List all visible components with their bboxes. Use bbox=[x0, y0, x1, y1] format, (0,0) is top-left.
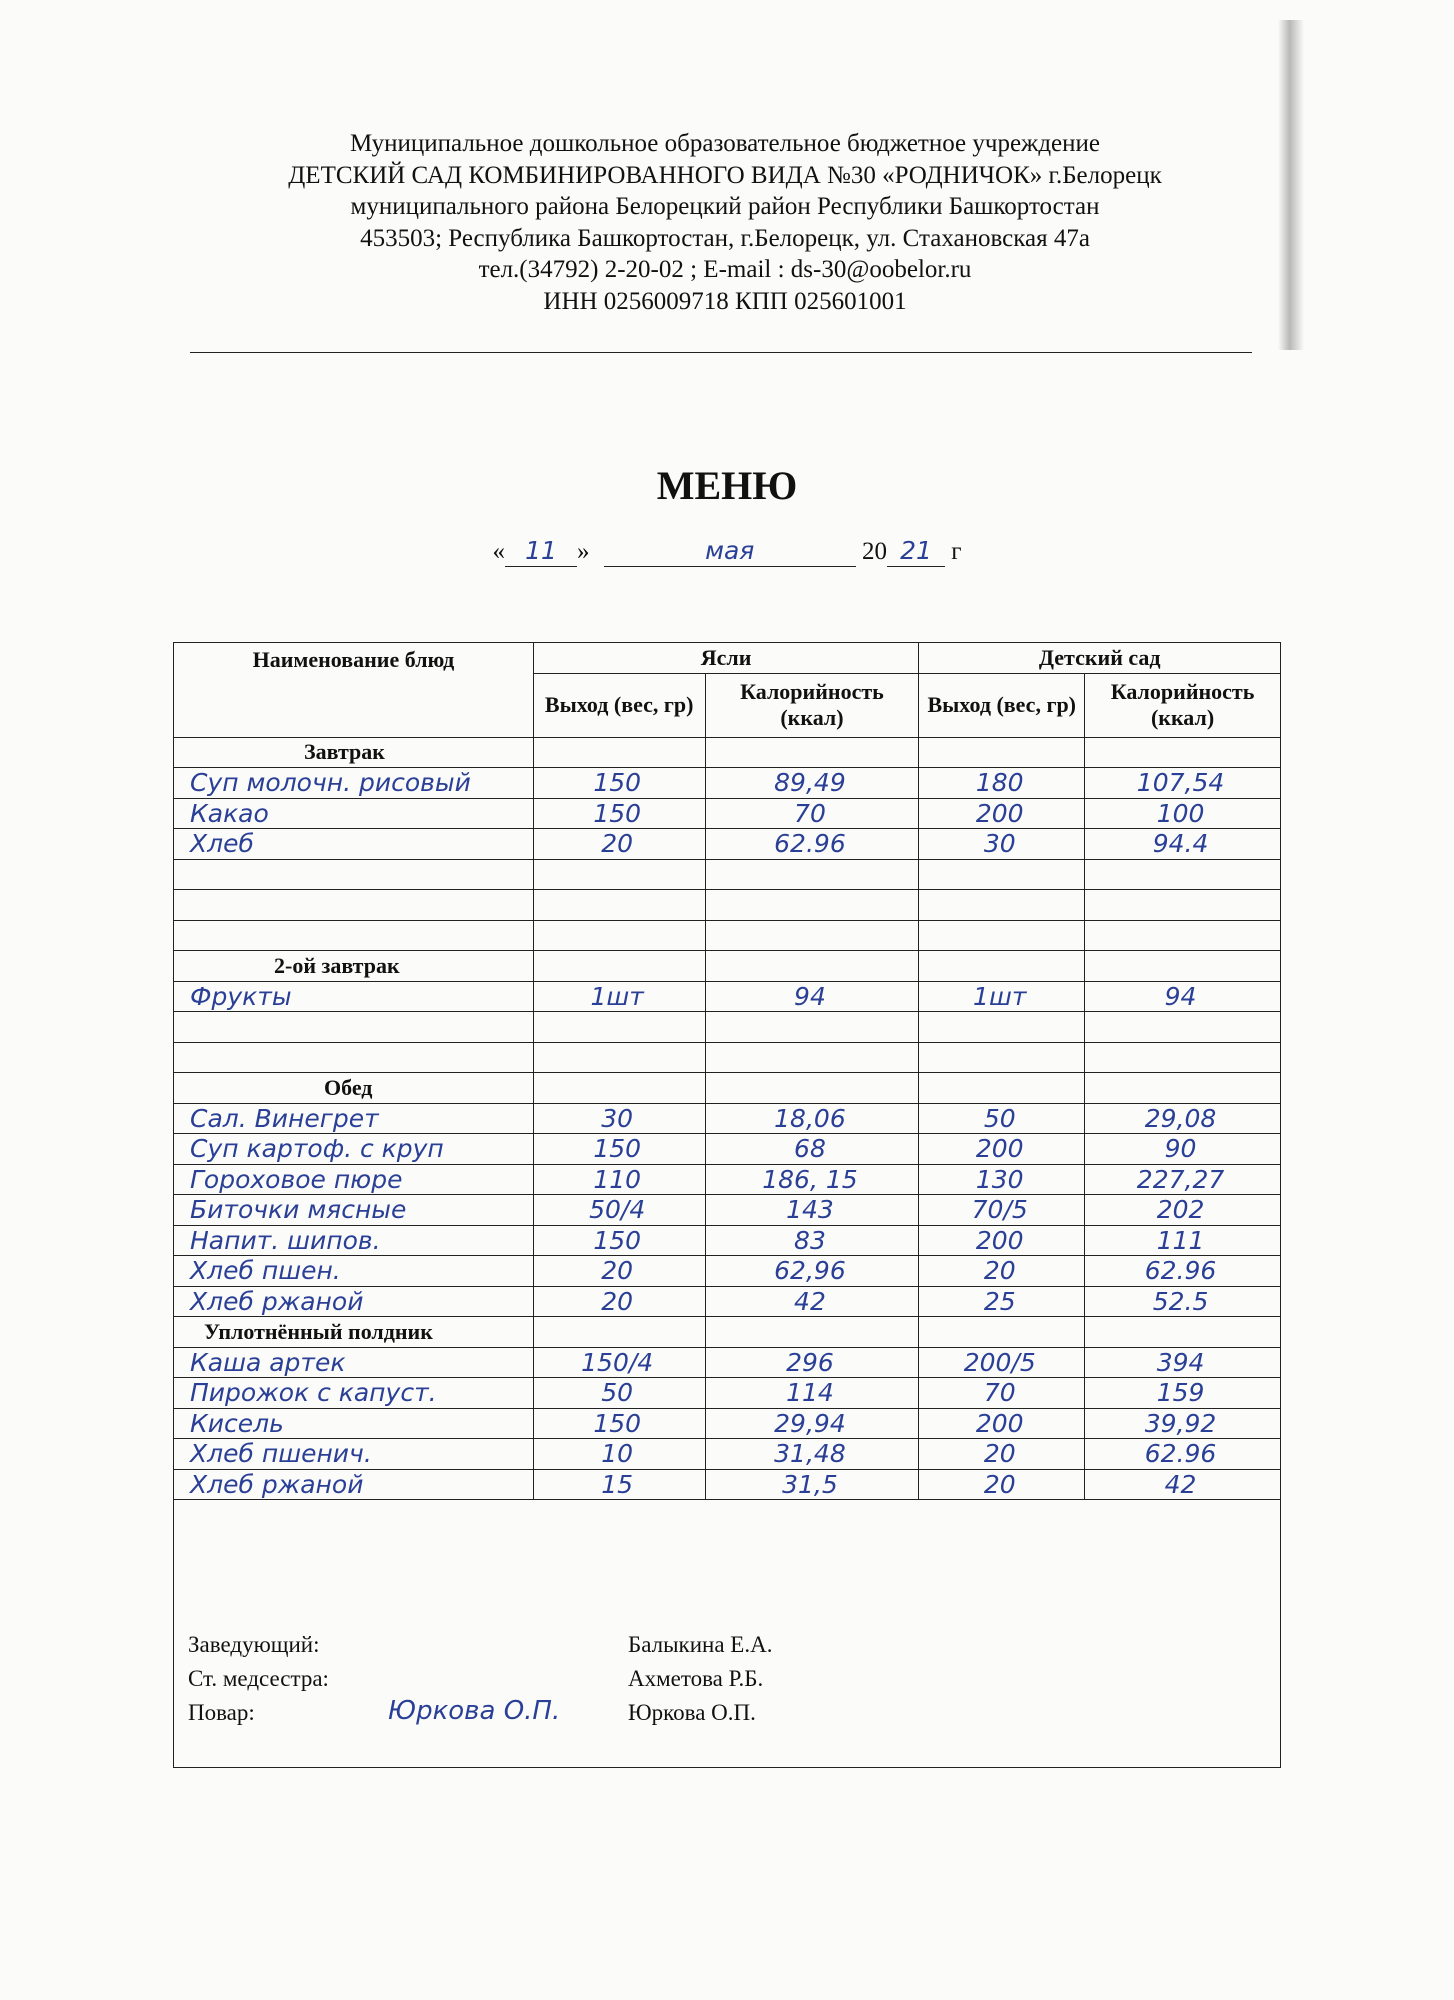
signature-block bbox=[188, 1628, 1248, 1730]
nursery-calories-cell: 296 bbox=[705, 1347, 919, 1378]
empty-cell bbox=[919, 1073, 1085, 1104]
kindergarten-calories-cell: 52.5 bbox=[1085, 1286, 1281, 1317]
kindergarten-calories-cell: 42 bbox=[1085, 1469, 1281, 1500]
nursery-output-cell: 150 bbox=[533, 798, 705, 829]
nursery-output-cell: 150/4 bbox=[533, 1347, 705, 1378]
kindergarten-calories-cell: 394 bbox=[1085, 1347, 1281, 1378]
table-row bbox=[174, 768, 1281, 799]
table-row bbox=[174, 1134, 1281, 1165]
section-row bbox=[174, 1073, 1281, 1104]
empty-cell bbox=[705, 1012, 919, 1043]
header-line-6: ИНН 0256009718 КПП 025601001 bbox=[543, 287, 907, 315]
kindergarten-output-cell: 70/5 bbox=[919, 1195, 1085, 1226]
section-title: Завтрак bbox=[174, 737, 534, 768]
nursery-calories-cell: 62.96 bbox=[705, 829, 919, 860]
kindergarten-output-cell: 70 bbox=[919, 1378, 1085, 1409]
empty-cell bbox=[705, 1042, 919, 1073]
empty-cell bbox=[919, 951, 1085, 982]
empty-cell bbox=[919, 890, 1085, 921]
nursery-calories-cell: 114 bbox=[705, 1378, 919, 1409]
menu-table-head bbox=[174, 643, 1281, 738]
empty-cell bbox=[1085, 1012, 1281, 1043]
header-kindergarten: Детский сад bbox=[919, 643, 1281, 674]
empty-cell bbox=[533, 1073, 705, 1104]
nursery-calories-cell: 62,96 bbox=[705, 1256, 919, 1287]
nursery-output-cell: 20 bbox=[533, 1256, 705, 1287]
date-open-quote: « bbox=[492, 538, 505, 565]
signature-role: Повар: bbox=[188, 1700, 255, 1725]
nursery-output-cell: 15 bbox=[533, 1469, 705, 1500]
empty-cell bbox=[1085, 737, 1281, 768]
blank-row bbox=[174, 920, 1281, 951]
kindergarten-output-cell: 130 bbox=[919, 1164, 1085, 1195]
nursery-output-cell: 20 bbox=[533, 829, 705, 860]
empty-cell bbox=[533, 737, 705, 768]
dish-name-cell: Хлеб ржаной bbox=[174, 1286, 534, 1317]
empty-cell bbox=[1085, 1317, 1281, 1348]
dish-name-cell: Хлеб пшен. bbox=[174, 1256, 534, 1287]
empty-cell bbox=[1085, 859, 1281, 890]
table-row bbox=[174, 1286, 1281, 1317]
menu-table-body bbox=[174, 737, 1281, 1500]
empty-cell bbox=[533, 951, 705, 982]
nursery-calories-cell: 143 bbox=[705, 1195, 919, 1226]
kindergarten-calories-cell: 107,54 bbox=[1085, 768, 1281, 799]
header-line-1: Муниципальное дошкольное образовательное бюджетное учреждение bbox=[350, 130, 1100, 157]
dish-name-cell: Напит. шипов. bbox=[174, 1225, 534, 1256]
kindergarten-calories-cell: 227,27 bbox=[1085, 1164, 1281, 1195]
nursery-calories-cell: 29,94 bbox=[705, 1408, 919, 1439]
table-row bbox=[174, 1164, 1281, 1195]
empty-cell bbox=[174, 890, 534, 921]
date-year-prefix: 20 bbox=[861, 538, 887, 565]
table-row bbox=[174, 981, 1281, 1012]
kindergarten-calories-cell: 62.96 bbox=[1085, 1439, 1281, 1470]
signature-row bbox=[188, 1662, 1248, 1696]
kindergarten-output-cell: 20 bbox=[919, 1469, 1085, 1500]
table-row bbox=[174, 1378, 1281, 1409]
nursery-output-cell: 30 bbox=[533, 1103, 705, 1134]
signature-name: Балыкина Е.А. bbox=[628, 1632, 773, 1657]
table-row bbox=[174, 1195, 1281, 1226]
section-title: Уплотнённый полдник bbox=[174, 1317, 534, 1348]
nursery-output-cell: 50 bbox=[533, 1378, 705, 1409]
empty-cell bbox=[705, 951, 919, 982]
header-line-3: муниципального района Белорецкий район Республики Башкортостан bbox=[350, 193, 1100, 220]
table-row bbox=[174, 829, 1281, 860]
dish-name-cell: Биточки мясные bbox=[174, 1195, 534, 1226]
kindergarten-calories-cell: 94.4 bbox=[1085, 829, 1281, 860]
empty-cell bbox=[174, 859, 534, 890]
kindergarten-calories-cell: 39,92 bbox=[1085, 1408, 1281, 1439]
dish-name-cell: Хлеб ржаной bbox=[174, 1469, 534, 1500]
header-line-4: 453503; Республика Башкортостан, г.Белорецк, ул. Стахановская 47а bbox=[360, 224, 1090, 252]
header-nursery: Ясли bbox=[533, 643, 919, 674]
handwritten-signature: Юркова О.П. bbox=[388, 1696, 561, 1726]
section-row bbox=[174, 1317, 1281, 1348]
kindergarten-output-cell: 200 bbox=[919, 798, 1085, 829]
empty-cell bbox=[919, 1317, 1085, 1348]
kindergarten-output-cell: 200/5 bbox=[919, 1347, 1085, 1378]
header-kindergarten-calories: Калорийность (ккал) bbox=[1085, 673, 1281, 737]
section-title: 2-ой завтрак bbox=[174, 951, 534, 982]
blank-row bbox=[174, 1042, 1281, 1073]
empty-cell bbox=[1085, 1073, 1281, 1104]
menu-table bbox=[173, 642, 1281, 1500]
empty-cell bbox=[533, 920, 705, 951]
blank-row bbox=[174, 890, 1281, 921]
kindergarten-calories-cell: 159 bbox=[1085, 1378, 1281, 1409]
header-nursery-calories: Калорийность (ккал) bbox=[705, 673, 919, 737]
kindergarten-output-cell: 25 bbox=[919, 1286, 1085, 1317]
empty-cell bbox=[174, 920, 534, 951]
scan-shadow bbox=[1278, 20, 1304, 350]
nursery-calories-cell: 70 bbox=[705, 798, 919, 829]
nursery-calories-cell: 31,5 bbox=[705, 1469, 919, 1500]
signature-name: Ахметова Р.Б. bbox=[628, 1666, 764, 1691]
kindergarten-output-cell: 20 bbox=[919, 1439, 1085, 1470]
dish-name-cell: Фрукты bbox=[174, 981, 534, 1012]
signature-role: Заведующий: bbox=[188, 1632, 320, 1657]
date-line bbox=[0, 536, 1454, 567]
header-dish: Наименование блюд bbox=[174, 643, 534, 738]
nursery-output-cell: 50/4 bbox=[533, 1195, 705, 1226]
signature-row bbox=[188, 1696, 1248, 1730]
dish-name-cell: Хлеб пшенич. bbox=[174, 1439, 534, 1470]
kindergarten-calories-cell: 29,08 bbox=[1085, 1103, 1281, 1134]
nursery-calories-cell: 89,49 bbox=[705, 768, 919, 799]
dish-name-cell: Кисель bbox=[174, 1408, 534, 1439]
empty-cell bbox=[533, 859, 705, 890]
header-divider bbox=[190, 352, 1252, 353]
empty-cell bbox=[533, 1012, 705, 1043]
date-close-quote: » bbox=[576, 538, 590, 565]
kindergarten-output-cell: 200 bbox=[919, 1134, 1085, 1165]
blank-row bbox=[174, 1012, 1281, 1043]
empty-cell bbox=[533, 890, 705, 921]
header-kindergarten-output: Выход (вес, гр) bbox=[919, 673, 1085, 737]
empty-cell bbox=[705, 859, 919, 890]
page-title: МЕНЮ bbox=[656, 463, 798, 508]
header-nursery-output: Выход (вес, гр) bbox=[533, 673, 705, 737]
nursery-output-cell: 150 bbox=[533, 768, 705, 799]
nursery-calories-cell: 83 bbox=[705, 1225, 919, 1256]
kindergarten-calories-cell: 90 bbox=[1085, 1134, 1281, 1165]
nursery-output-cell: 20 bbox=[533, 1286, 705, 1317]
kindergarten-calories-cell: 111 bbox=[1085, 1225, 1281, 1256]
table-row bbox=[174, 1103, 1281, 1134]
nursery-output-cell: 150 bbox=[533, 1408, 705, 1439]
empty-cell bbox=[919, 737, 1085, 768]
nursery-output-cell: 1шт bbox=[533, 981, 705, 1012]
kindergarten-output-cell: 180 bbox=[919, 768, 1085, 799]
dish-name-cell: Суп картоф. с круп bbox=[174, 1134, 534, 1165]
date-day: 11 bbox=[505, 536, 577, 567]
kindergarten-output-cell: 50 bbox=[919, 1103, 1085, 1134]
date-year-suffix: 21 bbox=[887, 536, 945, 567]
empty-cell bbox=[533, 1317, 705, 1348]
empty-cell bbox=[919, 1042, 1085, 1073]
dish-name-cell: Суп молочн. рисовый bbox=[174, 768, 534, 799]
section-row bbox=[174, 951, 1281, 982]
empty-cell bbox=[533, 1042, 705, 1073]
kindergarten-calories-cell: 94 bbox=[1085, 981, 1281, 1012]
nursery-output-cell: 150 bbox=[533, 1134, 705, 1165]
empty-cell bbox=[705, 920, 919, 951]
kindergarten-output-cell: 200 bbox=[919, 1225, 1085, 1256]
empty-cell bbox=[1085, 920, 1281, 951]
kindergarten-output-cell: 200 bbox=[919, 1408, 1085, 1439]
kindergarten-output-cell: 1шт bbox=[919, 981, 1085, 1012]
dish-name-cell: Хлеб bbox=[174, 829, 534, 860]
empty-cell bbox=[174, 1042, 534, 1073]
kindergarten-calories-cell: 100 bbox=[1085, 798, 1281, 829]
empty-cell bbox=[1085, 1042, 1281, 1073]
nursery-output-cell: 110 bbox=[533, 1164, 705, 1195]
empty-cell bbox=[705, 737, 919, 768]
header-line-5: тел.(34792) 2-20-02 ; E-mail : ds-30@oobelor.ru bbox=[478, 256, 972, 283]
empty-cell bbox=[174, 1012, 534, 1043]
institution-header bbox=[190, 128, 1260, 317]
dish-name-cell: Какао bbox=[174, 798, 534, 829]
section-row bbox=[174, 737, 1281, 768]
date-year-unit: г bbox=[951, 538, 962, 565]
empty-cell bbox=[705, 1317, 919, 1348]
nursery-calories-cell: 186, 15 bbox=[705, 1164, 919, 1195]
table-row bbox=[174, 798, 1281, 829]
nursery-calories-cell: 68 bbox=[705, 1134, 919, 1165]
dish-name-cell: Сал. Винегрет bbox=[174, 1103, 534, 1134]
signature-role: Ст. медсестра: bbox=[188, 1666, 329, 1691]
nursery-output-cell: 150 bbox=[533, 1225, 705, 1256]
dish-name-cell: Пирожок с капуст. bbox=[174, 1378, 534, 1409]
signature-row bbox=[188, 1628, 1248, 1662]
table-row bbox=[174, 1408, 1281, 1439]
table-row bbox=[174, 1439, 1281, 1470]
empty-cell bbox=[919, 1012, 1085, 1043]
kindergarten-calories-cell: 202 bbox=[1085, 1195, 1281, 1226]
blank-row bbox=[174, 859, 1281, 890]
table-row bbox=[174, 1469, 1281, 1500]
header-line-2: ДЕТСКИЙ САД КОМБИНИРОВАННОГО ВИДА №30 «РОДНИЧОК» г.Белорецк bbox=[288, 161, 1162, 189]
kindergarten-output-cell: 30 bbox=[919, 829, 1085, 860]
nursery-calories-cell: 94 bbox=[705, 981, 919, 1012]
section-title: Обед bbox=[174, 1073, 534, 1104]
dish-name-cell: Гороховое пюре bbox=[174, 1164, 534, 1195]
kindergarten-output-cell: 20 bbox=[919, 1256, 1085, 1287]
nursery-calories-cell: 42 bbox=[705, 1286, 919, 1317]
empty-cell bbox=[1085, 890, 1281, 921]
empty-cell bbox=[919, 920, 1085, 951]
nursery-calories-cell: 31,48 bbox=[705, 1439, 919, 1470]
signature-name: Юркова О.П. bbox=[628, 1700, 756, 1725]
nursery-output-cell: 10 bbox=[533, 1439, 705, 1470]
kindergarten-calories-cell: 62.96 bbox=[1085, 1256, 1281, 1287]
dish-name-cell: Каша артек bbox=[174, 1347, 534, 1378]
date-month: мая bbox=[604, 536, 856, 567]
table-row bbox=[174, 1225, 1281, 1256]
empty-cell bbox=[705, 1073, 919, 1104]
table-row bbox=[174, 1347, 1281, 1378]
empty-cell bbox=[1085, 951, 1281, 982]
empty-cell bbox=[919, 859, 1085, 890]
empty-cell bbox=[705, 890, 919, 921]
nursery-calories-cell: 18,06 bbox=[705, 1103, 919, 1134]
table-row bbox=[174, 1256, 1281, 1287]
